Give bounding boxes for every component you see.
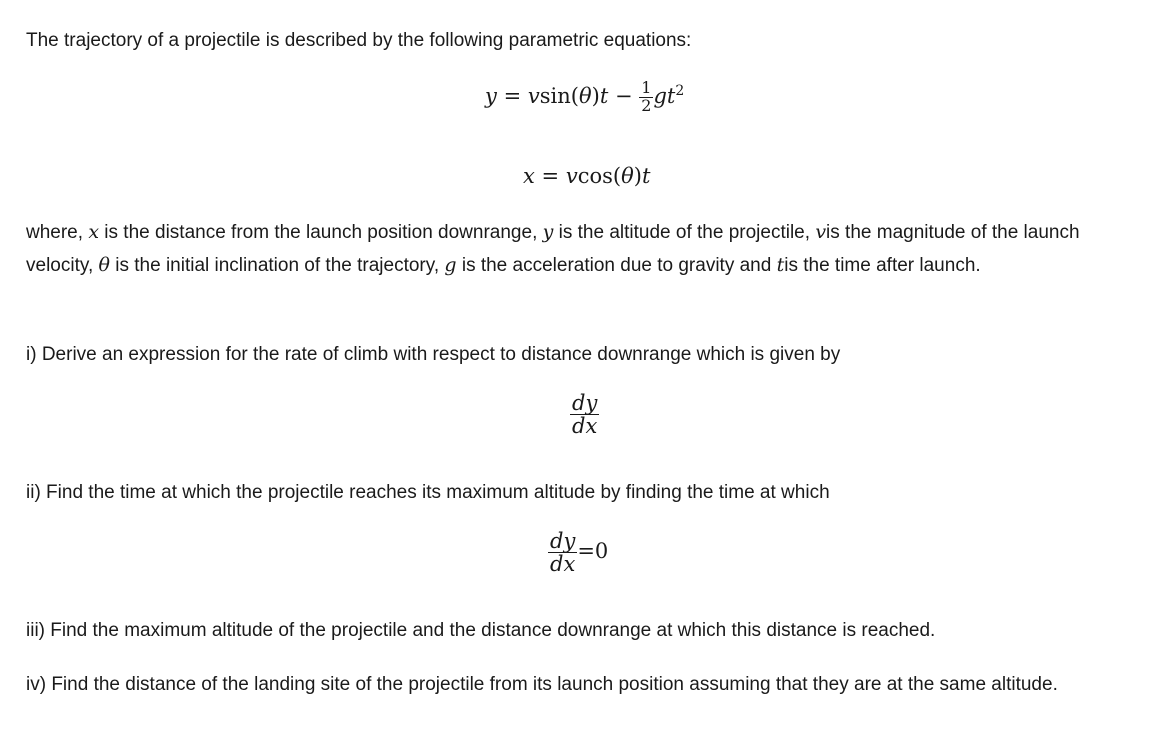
where-p7: is the time after launch. [784, 255, 981, 276]
eq1-equals: = [503, 83, 522, 108]
eq1-paren-close: ) [591, 83, 600, 108]
where-p2: is the distance from the launch position downrange, [99, 222, 543, 243]
dydx2-num: dy [550, 529, 576, 553]
eq1-frac-num: 1 [641, 78, 652, 97]
eq1-minus: − [614, 83, 633, 108]
eq1-theta: θ [578, 83, 592, 108]
eq2-t: t [641, 164, 651, 188]
equation-x [523, 164, 650, 188]
eq1-func: sin [539, 83, 571, 108]
eq1-paren-open: ( [570, 83, 579, 108]
dydx1-den: dx [572, 414, 598, 439]
eq2-paren-close: ) [633, 164, 642, 188]
derivative-equals-zero [548, 530, 608, 575]
eq1-frac-den: 2 [641, 95, 652, 115]
where-p3: is the altitude of the projectile, [553, 222, 816, 243]
eq2-v: v [565, 164, 578, 188]
dydx2-zero: 0 [594, 539, 609, 564]
where-y: y [542, 221, 554, 243]
eq1-t: t [599, 83, 609, 108]
eq1-v: v [527, 83, 540, 108]
where-p5: is the initial inclination of the trajectory, [109, 255, 445, 276]
where-v: v [815, 221, 827, 243]
eq1-g: g [653, 83, 667, 108]
eq1-lhs: y [485, 83, 497, 108]
where-theta: θ [98, 254, 110, 276]
dydx1-fraction [570, 392, 599, 437]
question-4: iv) Find the distance of the landing site of the projectile from its launch position assuming that they are at the same altitude. [26, 674, 1058, 695]
where-x: x [88, 221, 100, 243]
where-g: g [444, 254, 457, 276]
derivative-dydx [570, 392, 599, 437]
eq1-exponent: 2 [675, 82, 685, 99]
eq2-func: cos [577, 164, 613, 188]
variable-definitions [26, 216, 1136, 282]
eq2-lhs: x [523, 164, 535, 188]
question-3: iii) Find the maximum altitude of the projectile and the distance downrange at which this distance is reached. [26, 620, 936, 641]
eq2-theta: θ [621, 164, 634, 188]
where-p1: where, [26, 222, 89, 243]
where-p4: is the magnitude of the launch velocity, [26, 222, 1080, 276]
dydx1-num: dy [572, 391, 598, 415]
eq2-equals: = [541, 164, 560, 188]
dydx2-equals: = [577, 539, 595, 564]
dydx2-fraction [548, 530, 577, 575]
question-2: ii) Find the time at which the projectile reaches its maximum altitude by finding the time at which [26, 482, 830, 503]
eq1-t2: t [666, 83, 676, 108]
where-t: t [776, 254, 785, 276]
eq2-paren-open: ( [612, 164, 622, 188]
dydx2-den: dx [550, 552, 576, 577]
where-p6: is the acceleration due to gravity and [456, 255, 777, 276]
eq1-fraction [639, 80, 653, 115]
question-1: i) Derive an expression for the rate of climb with respect to distance downrange which is given by [26, 344, 841, 365]
equation-y [485, 80, 684, 115]
intro-text: The trajectory of a projectile is described by the following parametric equations: [26, 30, 692, 51]
